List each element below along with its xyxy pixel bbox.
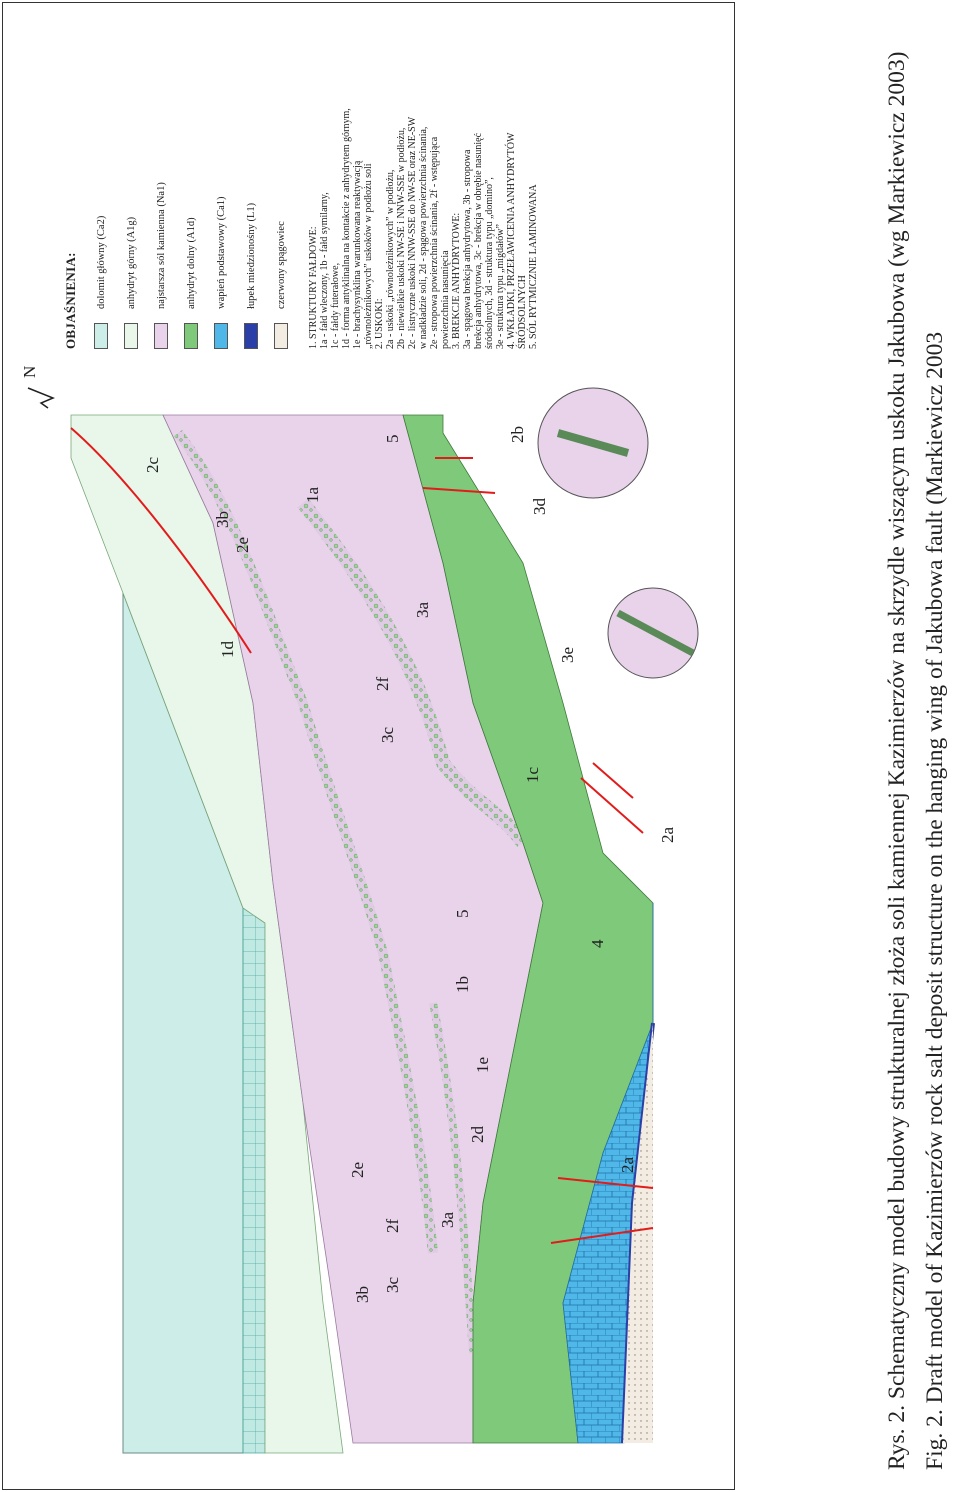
- legend-notes: [308, 0, 539, 349]
- legend-swatch: [154, 323, 168, 349]
- diagram-label-l2f_b: 2f: [383, 1218, 402, 1233]
- legend-label: najstarsza sól kamienna (Na1): [155, 182, 167, 309]
- legend-note: 3e - struktura typu „migdałów”: [495, 224, 506, 349]
- diagram-label-l5_a: 5: [383, 434, 402, 443]
- legend-note: 1d - forma antyklinalna na kontakcie z anhydrytem górnym,: [341, 108, 352, 349]
- legend-label: anhydryt górny (A1g): [125, 216, 137, 309]
- legend-note: 2b - niewielkie uskoki NW-SE i NNW-SSE w podłożu,: [396, 127, 407, 349]
- legend-note: w nadkładzie soli, 2d - spągowa powierzchnia ścinania,: [418, 126, 429, 349]
- legend-label: wapień podstawowy (Ca1): [215, 196, 227, 309]
- legend-item: [151, 182, 171, 349]
- legend-note: 4. WKŁADKI, PRZEŁAWICENIA ANHYDRYTÓW: [506, 132, 517, 349]
- figure-frame: [2, 2, 735, 1490]
- diagram-label-l3e: 3e: [558, 646, 577, 663]
- legend-item: [181, 217, 201, 349]
- diagram-label-l1d: 1d: [218, 641, 237, 658]
- legend-item: [271, 221, 291, 349]
- legend-note: 2e - stropowa powierzchnia ścinania, 2f - wstępująca: [429, 136, 440, 349]
- diagram-label-l3c_b: 3c: [383, 1276, 402, 1293]
- diagram-label-l3a_b: 3a: [438, 1211, 457, 1228]
- legend-swatch: [244, 323, 258, 349]
- legend: [63, 0, 539, 349]
- legend-note: ŚRÓDSOLNYCH: [517, 275, 528, 349]
- diagram-label-l1c: 1c: [523, 766, 542, 783]
- legend-note: 2. USKOKI:: [374, 298, 385, 349]
- diagram-label-l3c_a: 3c: [378, 726, 397, 743]
- legend-swatch: [124, 323, 138, 349]
- legend-label: dolomit główny (Ca2): [95, 215, 107, 309]
- diagram-label-l1e: 1e: [473, 1056, 492, 1073]
- legend-label: anhydryt dolny (A1d): [185, 217, 197, 309]
- legend-note: śródsolnych, 3d - struktura typu „domino”,: [484, 177, 495, 349]
- legend-note: „równoleżnikowych” uskoków w podłożu soli: [363, 163, 374, 349]
- legend-title: OBJAŚNIENIA:: [63, 252, 78, 349]
- diagram-label-l5_b: 5: [453, 909, 472, 918]
- legend-note: 1c - fałdy futerałowe,: [330, 262, 341, 349]
- diagram-label-l2d: 2d: [468, 1126, 487, 1143]
- diagram-label-l3b_a: 3b: [213, 511, 232, 528]
- diagram-label-l2e_a: 2e: [233, 536, 252, 553]
- caption-english: Fig. 2. Draft model of Kazimierzów rock salt deposit structure on the hanging wing of Jakubowa fault (Markiewicz 2003: [922, 331, 948, 1470]
- diagram-label-l2f_a: 2f: [373, 676, 392, 691]
- diagram-label-l2a_b: 2a: [618, 1156, 637, 1173]
- caption-polish: Rys. 2. Schematyczny model budowy strukturalnej złoża soli kamiennej Kazimierzów na skrzydle wiszącym uskoku Jakubowa (wg Markiewicz 2003): [884, 51, 910, 1470]
- diagram-label-l4: 4: [588, 939, 607, 948]
- diagram-label-north: N: [20, 365, 39, 378]
- legend-label: łupek miedzionośny (L1): [245, 202, 257, 309]
- diagram-label-l2a_a: 2a: [658, 826, 677, 843]
- legend-note: 2a - uskoki „równoleżnikowych” w podłożu,: [385, 169, 396, 349]
- legend-item: [241, 203, 261, 349]
- diagram-label-l2e_b: 2e: [348, 1161, 367, 1178]
- diagram-label-l3d: 3d: [530, 498, 549, 515]
- diagram-label-l2b: 2b: [508, 426, 527, 443]
- legend-note: powierzchnia nasunięcia: [440, 250, 451, 349]
- legend-swatch: [214, 323, 228, 349]
- diagram-label-l2c_top: 2c: [143, 456, 162, 473]
- legend-note: 1e - brachysynklina warunkowana reaktywacją: [352, 160, 363, 349]
- diagram-label-l1b: 1b: [453, 976, 472, 993]
- north-arrow: [28, 388, 53, 408]
- legend-note: 1a - fałd wleczony, 1b - fałd symilarny,: [319, 192, 330, 349]
- legend-item: [211, 196, 231, 349]
- diagram-label-l3a_a: 3a: [413, 601, 432, 618]
- legend-note: 3a - spągowa brekcja anhydrytowa, 3b - stropowa: [462, 149, 473, 349]
- legend-note: 5. SÓL RYTMICZNIE LAMINOWANA: [528, 184, 539, 349]
- legend-swatch: [184, 323, 198, 349]
- legend-label: czerwony spągowiec: [275, 221, 287, 309]
- diagram-label-l1a: 1a: [303, 486, 322, 503]
- legend-note: 1. STRUKTURY FAŁDOWE:: [308, 226, 319, 349]
- legend-note: brekcja anhydrytowa, 3c - brekcja w obrębie nasunięć: [473, 132, 484, 349]
- legend-swatch: [274, 323, 288, 349]
- diagram-label-l3b_b: 3b: [353, 1286, 372, 1303]
- legend-item: [121, 217, 141, 349]
- dolomite-front-strip: [243, 908, 265, 1453]
- legend-swatch: [94, 323, 108, 349]
- legend-note: 2c - listryczne uskoki NNW-SSE do NW-SE oraz NE-SW: [407, 116, 418, 349]
- legend-item: [91, 216, 111, 349]
- legend-note: 3. BREKCJE ANHYDRYTOWE:: [451, 212, 462, 349]
